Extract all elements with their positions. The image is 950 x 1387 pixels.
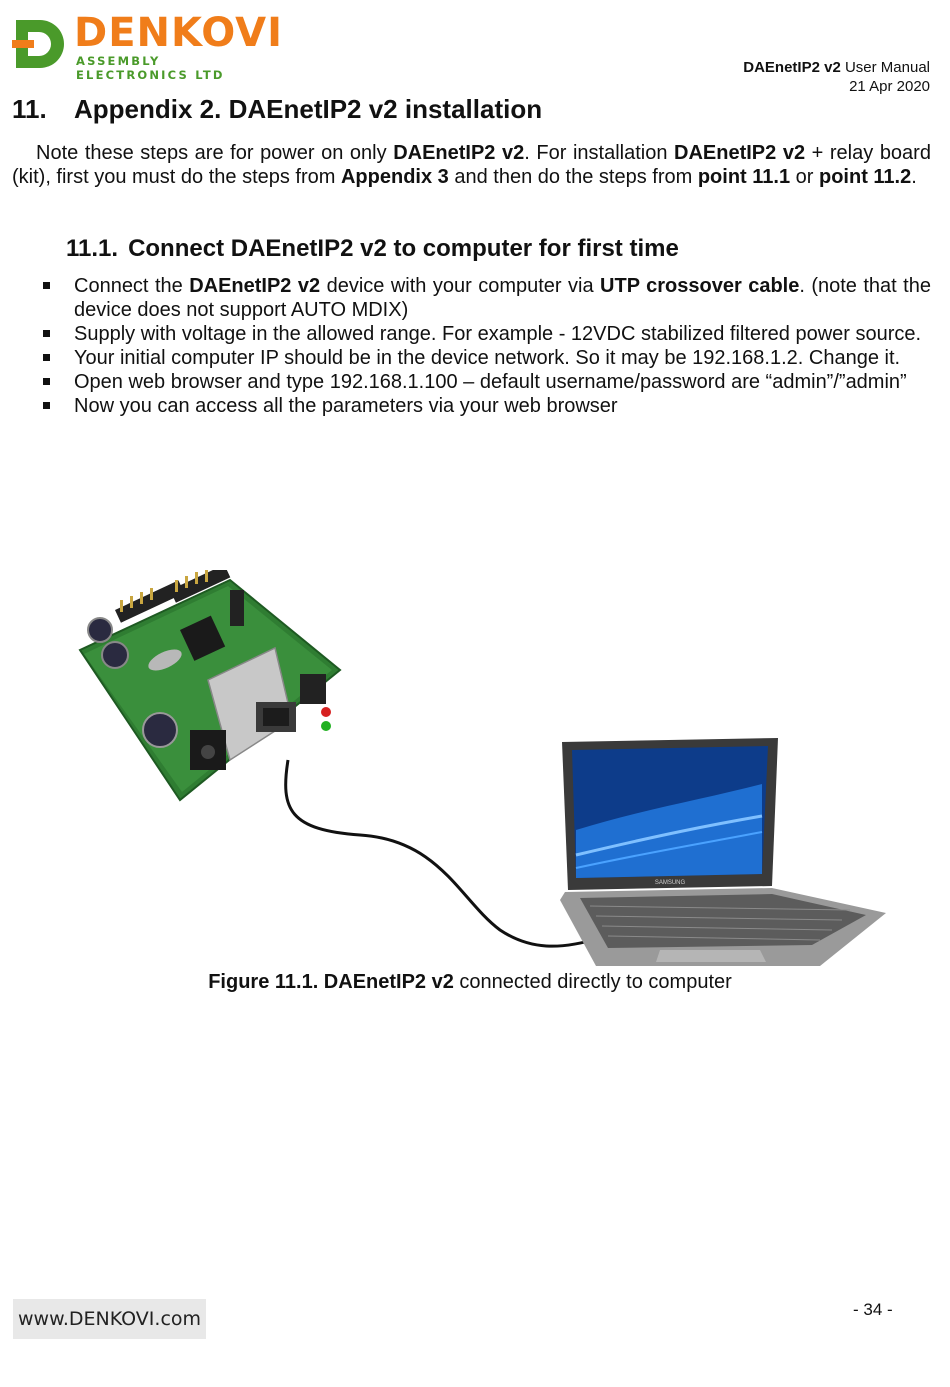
step-run: . (note that the device does not support AUTO MDIX) <box>74 275 931 321</box>
subsection-heading <box>66 235 679 263</box>
intro-run-bold: Appendix 3 <box>340 166 449 188</box>
step-item <box>12 322 931 346</box>
denkovi-logo-icon <box>12 16 68 72</box>
step-item <box>12 370 931 394</box>
intro-run-bold: point 11.2 <box>818 166 912 188</box>
step-run: Supply with voltage in the allowed range. For example - 12VDC stabilized filtered power source. <box>74 323 922 345</box>
step-run: Your initial computer IP should be in the device network. So it may be 192.168.1.2. Change it. <box>74 347 901 369</box>
intro-run-bold: point 11.1 <box>697 166 791 188</box>
step-item <box>12 274 931 322</box>
step-run: device with your computer via <box>320 275 601 297</box>
intro-run: Note these steps are for power on only <box>36 142 394 164</box>
document-date: 21 Apr 2020 <box>849 78 930 95</box>
step-run-bold: DAEnetIP2 v2 <box>189 275 321 297</box>
logo-tagline: ASSEMBLY ELECTRONICS LTD <box>76 54 225 82</box>
logo-name: DENKOVI <box>74 10 283 56</box>
step-run: Open web browser and type 192.168.1.100 – default username/password are “admin”/”admin” <box>74 371 907 393</box>
caption-label: Figure 11.1. DAEnetIP2 v2 <box>208 971 454 993</box>
intro-run: . <box>911 166 917 188</box>
utp-cable <box>286 760 600 946</box>
document-header <box>743 58 930 96</box>
subsection-title: Connect DAEnetIP2 v2 to computer for first time <box>128 235 679 262</box>
header-product: DAEnetIP2 v2 <box>743 59 841 76</box>
step-run: Now you can access all the parameters via your web browser <box>74 395 618 417</box>
step-item <box>12 346 931 370</box>
step-item <box>12 394 931 418</box>
steps-list <box>12 274 931 418</box>
intro-run: and then do the steps from <box>448 166 698 188</box>
footer-website-badge <box>13 1299 206 1339</box>
figure-caption <box>0 971 940 994</box>
step-run: Connect the <box>74 275 190 297</box>
intro-run-bold: DAEnetIP2 v2 <box>393 142 525 164</box>
laptop-brand-label: SAMSUNG <box>654 880 686 886</box>
header-manual: User Manual <box>840 59 930 76</box>
denkovi-logo <box>12 10 283 82</box>
laptop-image <box>560 738 886 966</box>
daenetip2-board-image <box>80 570 340 800</box>
intro-run: . For installation <box>524 142 675 164</box>
intro-run: or <box>790 166 819 188</box>
connection-diagram <box>60 570 920 970</box>
caption-text: connected directly to computer <box>453 971 732 993</box>
section-title: Appendix 2. DAEnetIP2 v2 installation <box>74 94 543 124</box>
intro-paragraph <box>12 141 931 189</box>
section-number: 11. <box>12 94 47 124</box>
intro-run: + relay board (kit), first you must do the steps from <box>12 142 931 188</box>
subsection-number: 11.1. <box>66 235 119 262</box>
step-run-bold: UTP crossover cable <box>600 275 800 297</box>
document-title <box>743 58 930 77</box>
page-number: - 34 - <box>853 1300 893 1319</box>
section-heading <box>12 94 542 125</box>
intro-run-bold: DAEnetIP2 v2 <box>674 142 806 164</box>
figure-illustration <box>60 570 920 970</box>
footer-website: www.DENKOVI.com <box>18 1308 202 1330</box>
